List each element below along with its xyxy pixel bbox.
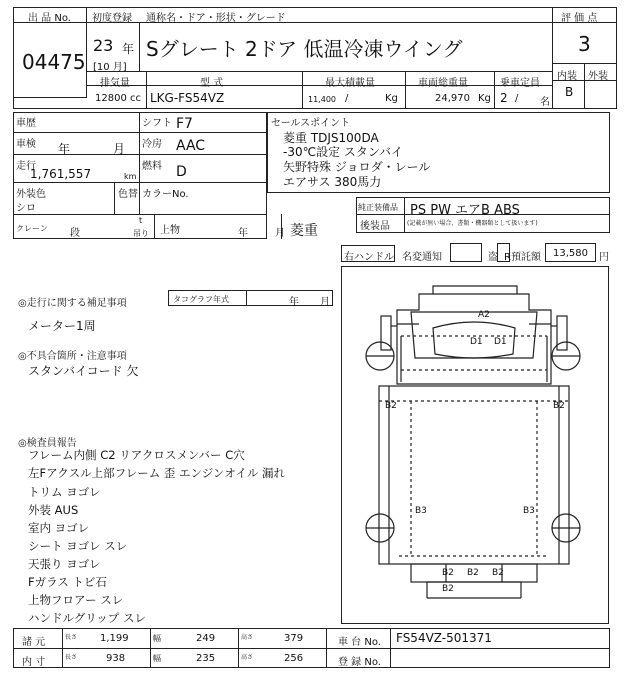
running-note: メーター1周 — [28, 319, 96, 333]
color-change-label: 色替 — [118, 189, 138, 200]
capacity-value: 2 — [500, 91, 508, 105]
crane-t: t — [139, 216, 143, 225]
damage-b2-bottom-2: B2 — [467, 568, 479, 578]
name-change-box — [450, 243, 482, 262]
fuel-label: 燃料 — [142, 161, 162, 172]
damage-b2-right: B2 — [553, 401, 565, 411]
recycle-label: R預託額 — [504, 252, 541, 263]
tacho-month: 月 — [320, 297, 330, 308]
interior-grade: B — [565, 85, 574, 99]
damage-b2-bottom-1: B2 — [442, 568, 454, 578]
mileage-value: 1,761,557 — [30, 167, 92, 181]
crane-tsuri: 吊り — [133, 229, 149, 238]
inspector-line-1: フレーム内側 C2 リアクロスメンバー C穴 — [28, 448, 245, 462]
max-load-unit: Kg — [385, 93, 398, 104]
damage-d1-left: D1 — [470, 337, 483, 347]
length-inner: 938 — [106, 653, 126, 664]
fuel-value: D — [176, 164, 187, 180]
chassis-value: FS54VZ-501371 — [396, 631, 492, 645]
height-spec: 379 — [284, 633, 304, 644]
max-load-label: 最大積載量 — [325, 78, 375, 89]
first-reg-year: 23 — [93, 36, 114, 55]
inspector-line-7: 天張り ヨゴレ — [28, 557, 101, 571]
exterior-label: 外装 — [588, 71, 608, 82]
interior-label: 内装 — [557, 71, 577, 82]
lot-number: 04475 — [22, 50, 86, 74]
gross-value: 24,970 — [435, 93, 470, 104]
defect-label: ◎不具合箇所・注意事項 — [18, 351, 127, 362]
lot-label: 出 品 No. — [28, 13, 71, 24]
damage-b2-left: B2 — [385, 401, 397, 411]
damage-b3-right: B3 — [523, 506, 535, 516]
first-reg-month: [10 月] — [93, 62, 127, 73]
damage-d1-right: D1 — [494, 337, 507, 347]
gross-label: 車両総重量 — [418, 78, 468, 89]
equip-year: 年 — [238, 228, 248, 239]
color-code-label: カラーNo. — [142, 189, 189, 200]
cargo-box — [379, 386, 569, 564]
inspector-line-8: Fガラス トビ石 — [28, 575, 107, 589]
max-load-value: 11,400 — [308, 95, 336, 104]
inspector-line-6: シート ヨゴレ スレ — [28, 539, 128, 553]
year-unit: 年 — [122, 42, 135, 56]
equip-label: 上物 — [160, 225, 180, 236]
genuine-label: 純正装備品 — [358, 203, 398, 212]
capacity-label: 乗車定員 — [500, 78, 540, 89]
capacity-unit: 名 — [540, 97, 550, 108]
inspection-month: 月 — [113, 142, 126, 156]
inspection-label: 車検 — [16, 139, 36, 150]
first-reg-label: 初度登録 — [92, 13, 132, 24]
equip-maker: 菱重 — [290, 223, 318, 239]
width-inner: 235 — [196, 653, 216, 664]
spec-label: 諸 元 — [22, 637, 46, 648]
ac-label: 冷房 — [142, 139, 162, 150]
yen-unit: 円 — [599, 252, 609, 263]
recycle-value: 13,580 — [553, 248, 588, 259]
inspector-line-9: 上物フロアー スレ — [28, 593, 124, 607]
desc-label: 通称名・ドア・形状・グレード — [146, 13, 286, 24]
damage-b2-bottom-4: B2 — [442, 584, 454, 594]
shift-value: F7 — [176, 116, 193, 132]
rhd-label: 右ハンドル — [344, 252, 394, 263]
tacho-year: 年 — [289, 297, 299, 308]
sales-point-label: セールスポイント — [271, 118, 351, 129]
width-label-2: 幅 — [153, 654, 161, 663]
inspector-line-5: 室内 ヨゴレ — [28, 521, 90, 535]
gross-unit: Kg — [478, 93, 491, 104]
cc-unit: cc — [130, 93, 141, 104]
model-label: 型 式 — [200, 78, 224, 89]
model-value: LKG-FS54VZ — [150, 91, 225, 105]
damage-b2-bottom-3: B2 — [492, 568, 504, 578]
crane-label: クレーン — [16, 224, 48, 233]
reg-label: 登 録 No. — [338, 657, 381, 668]
length-spec: 1,199 — [100, 633, 129, 644]
grade-label: 評 価 点 — [561, 13, 598, 24]
aftermarket-note: (記載が無い場合、書類・機器類として扱います) — [407, 220, 538, 227]
inspector-line-2: 左Fアクスル上部フレーム 歪 エンジンオイル 漏れ — [28, 466, 286, 480]
ext-color-label: 外装色 — [16, 189, 46, 200]
capacity-slash: / — [515, 93, 519, 104]
chassis-label: 車 台 No. — [338, 637, 381, 648]
height-inner: 256 — [284, 653, 304, 664]
length-label-1: 長さ — [65, 634, 78, 641]
damage-a2: A2 — [478, 310, 490, 320]
crane-dan: 段 — [70, 228, 80, 239]
width-spec: 249 — [196, 633, 216, 644]
history-label: 車歴 — [16, 118, 36, 129]
sales-line-3: 矢野特殊 ジョロダ・レール — [283, 160, 431, 174]
width-label-1: 幅 — [153, 634, 161, 643]
tacho-label: タコグラフ年式 — [173, 295, 229, 304]
sales-line-2: -30℃設定 スタンバイ — [283, 145, 404, 159]
genuine-value: PS PW エアB ABS — [410, 203, 520, 218]
length-label-2: 長さ — [65, 654, 78, 661]
max-load-slash: / — [345, 93, 349, 104]
equip-month: 月 — [275, 228, 285, 239]
height-label-2: 高さ — [241, 654, 254, 661]
inspector-label: ◎検査員報告 — [18, 438, 77, 449]
inspector-line-4: 外装 AUS — [28, 503, 79, 517]
inspection-year: 年 — [58, 142, 71, 156]
ac-value: AAC — [176, 138, 206, 154]
running-note-label: ◎走行に関する補足事項 — [18, 298, 127, 309]
ext-color-value: シロ — [16, 203, 36, 214]
sales-line-4: エアサス 380馬力 — [283, 175, 382, 189]
shift-label: シフト — [142, 118, 172, 129]
damage-b3-left: B3 — [415, 506, 427, 516]
km-unit: km — [124, 172, 137, 181]
vehicle-title: Sグレート 2ドア 低温冷凍ウイング — [146, 37, 463, 61]
tax-label: 盗 — [488, 252, 498, 263]
inner-label: 内 寸 — [22, 657, 46, 668]
name-change-label: 名変通知 — [402, 252, 442, 263]
displacement-label: 排気量 — [100, 78, 130, 89]
inspector-line-3: トリム ヨゴレ — [28, 485, 101, 499]
mileage-label: 走行 — [16, 161, 36, 172]
inspector-line-10: ハンドルグリップ スレ — [28, 611, 146, 625]
overall-grade: 3 — [578, 32, 591, 56]
height-label-1: 高さ — [241, 634, 254, 641]
defect-note: スタンバイコード 欠 — [28, 364, 139, 378]
sales-line-1: 菱重 TDJS100DA — [283, 131, 379, 145]
aftermarket-label: 後装品 — [360, 221, 390, 232]
displacement-value: 12800 — [95, 93, 127, 104]
